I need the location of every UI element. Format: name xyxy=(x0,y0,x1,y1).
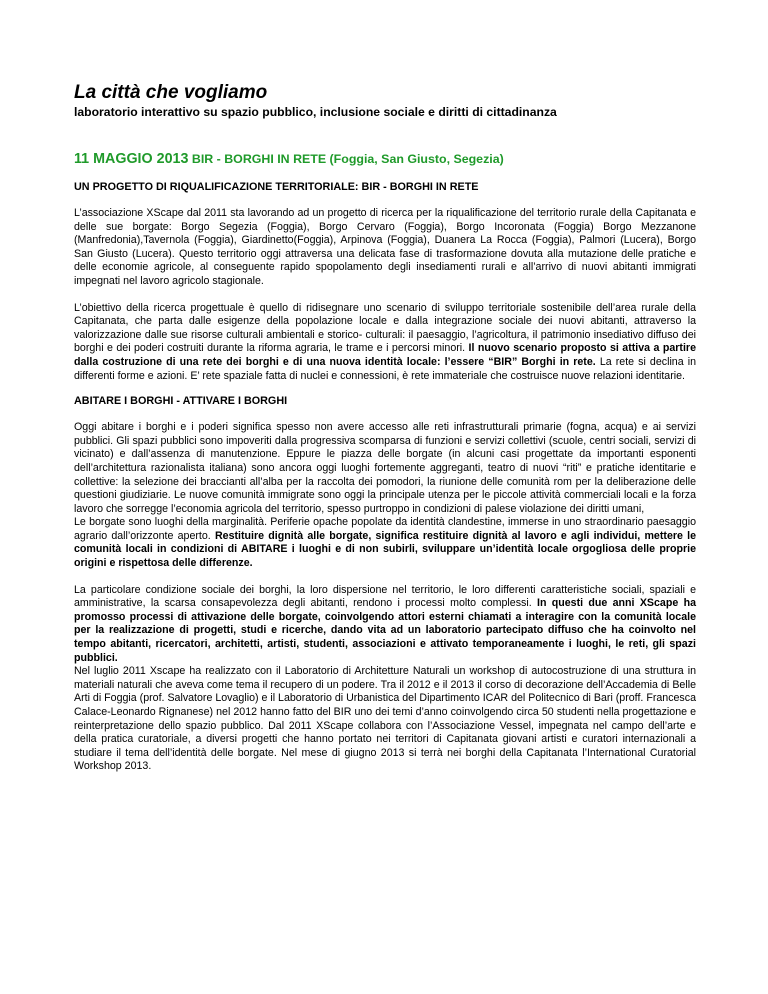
paragraph-objective-end: La rete si declina in differenti forme e azioni. E’ rete spaziale fatta di nuclei e connessioni, è rete immateriale che costruisce nuove relazioni identitarie. xyxy=(74,355,697,382)
document-page xyxy=(74,82,696,774)
paragraph-borgate-text: Le borgate sono luoghi della marginalità. Periferie opache popolate da identità clandestine, immerse in uno straordinario paesaggio agrario dall’orizzonte aperto. xyxy=(74,516,696,542)
event-title: BIR - BORGHI IN RETE (Foggia, San Giusto, Segezia) xyxy=(188,152,504,166)
paragraph-borgate-bold: Restituire dignità alle borgate, significa restituire dignità al lavoro e agli individui, mettere le comunità locali in condizioni di ABITARE i luoghi e di non subirli, sviluppare un’identità locale orgogliosa delle proprie origini e rispettosa delle differenze. xyxy=(74,529,696,570)
paragraph-objective xyxy=(74,302,696,384)
paragraph-abitare: Oggi abitare i borghi e i poderi significa spesso non avere accesso alle reti infrastrutturali primarie (fogna, acqua) e ai servizi pubblici. Gli spazi pubblici sono impoveriti dalla progressiva scomparsa di funzioni e servizi collettivi (scuole, centri sociali, servizi di vicinato) e dall’assenza di manutenzione. Eppure le piazza delle borgate (in alcuni casi progettate da importanti esponenti dell’architettura razionalista italiana) sono ancora oggi luoghi fortemente aggreganti, teatro di nuovi “riti” e pratiche identitarie e collettive: la selezione dei braccianti all’alba per la raccolta dei pomodori, la riunione delle comunità rom per la deliberazione delle questioni giudiziarie. Le nuove comunità immigrate sono oggi la principale utenza per le piccole attività commerciali locali e la forza lavoro che sorregge l’economia agricola del territorio, spesso purtroppo in condizioni di palese violazione dei diritti umani, xyxy=(74,421,696,515)
document-title: La città che vogliamo xyxy=(74,82,268,103)
paragraph-workshop: Nel luglio 2011 Xscape ha realizzato con il Laboratorio di Architetture Naturali un workshop di autocostruzione di una struttura in materiali naturali che aveva come tema il recupero di un podere. Tra il 2012 e il 2013 il corso di decorazione dell’Accademia di Belle Arti di Foggia (prof. Salvatore Lovaglio) e il Laboratorio di Urbanistica del Dipartimento ICAR del Politecnico di Bari (proff. Francesca Calace-Leonardo Rignanese) nel 2012 hanno fatto del BIR uno dei temi d’anno coinvolgendo circa 50 studenti nella progettazione e reinterpretazione dello spazio pubblico. Dal 2011 XScape collabora con l’Associazione Vessel, impegnata nel campo dell’arte e della pratica curatoriale, a diversi progetti che hanno portato nei territori di Capitanata giovani artisti e curatori internazionali a studiare il tema dell’identità delle borgate. Nel mese di giugno 2013 si terrà nei borghi della Capitanata l’International Curatorial Workshop 2013. xyxy=(74,665,696,773)
event-date: 11 MAGGIO 2013 xyxy=(74,151,189,167)
document-subtitle: laboratorio interattivo su spazio pubblico, inclusione sociale e diritti di cittadinanza xyxy=(74,105,557,119)
paragraph-borgate xyxy=(74,516,696,570)
event-heading xyxy=(74,150,696,168)
paragraph-condizione-bold: In questi due anni XScape ha promosso processi di attivazione delle borgate, coinvolgendo attori esterni chiamati a interagire con la comunità locale per la realizzazione di progetti, studi e ricerche, dando vita ad un laboratorio partecipato diffuso che ha coinvolto nel tempo abitanti, ricercatori, architetti, artisti, studenti, associazioni e attivato temporaneamente i luoghi, le reti, gli spazi pubblici. xyxy=(74,597,696,664)
paragraph-objective-text: L’obiettivo della ricerca progettuale è quello di ridisegnare uno scenario di sviluppo territoriale sostenibile dell’area rurale della Capitanata, che parta dalle esigenze della popolazione locale e dalla integrazione sociale dei nuovi abitanti, attraverso la valorizzazione dalle sue risorse culturali ambientali e storico- culturali: il paesaggio, l’agricoltura, il patrimonio insediativo diffuso dei borghi e dei poderi costruiti durante la riforma agraria, le trame e i percorsi minori. xyxy=(74,301,696,355)
paragraph-condizione xyxy=(74,584,696,666)
paragraph-objective-bold: Il nuovo scenario proposto si attiva a partire dalla costruzione di una rete dei borghi e di una nuova identità locale: l’essere “BIR” Borghi in rete. xyxy=(74,342,696,368)
paragraph-association: L’associazione XScape dal 2011 sta lavorando ad un progetto di ricerca per la riqualificazione del territorio rurale della Capitanata e delle sue borgate: Borgo Segezia (Foggia), Borgo Cervaro (Foggia), Borgo Incoronata (Foggia) Borgo Mezzanone (Manfredonia),Tavernola (Foggia), Giardinetto(Foggia), Arpinova (Foggia), Duanera La Rocca (Foggia), Palmori (Lucera), Borgo San Giusto (Lucera). Questo territorio oggi attraversa una delicata fase di trasformazione dovuta alla mutazione delle pratiche e delle economie agricole, al conseguente rapido spopolamento degli insediamenti rurali e all’arrivo di nuovi abitanti immigrati impegnati nel lavoro agricolo stagionale. xyxy=(74,207,696,287)
section-heading-project: UN PROGETTO DI RIQUALIFICAZIONE TERRITORIALE: BIR - BORGHI IN RETE xyxy=(74,181,479,193)
paragraph-condizione-text: La particolare condizione sociale dei borghi, la loro dispersione nel territorio, le loro differenti caratteristiche sociali, spaziali e amministrative, la scarsa consapevolezza degli abitanti, rendono i processi molto complessi. xyxy=(74,583,696,610)
section-heading-abitare: ABITARE I BORGHI - ATTIVARE I BORGHI xyxy=(74,395,288,408)
